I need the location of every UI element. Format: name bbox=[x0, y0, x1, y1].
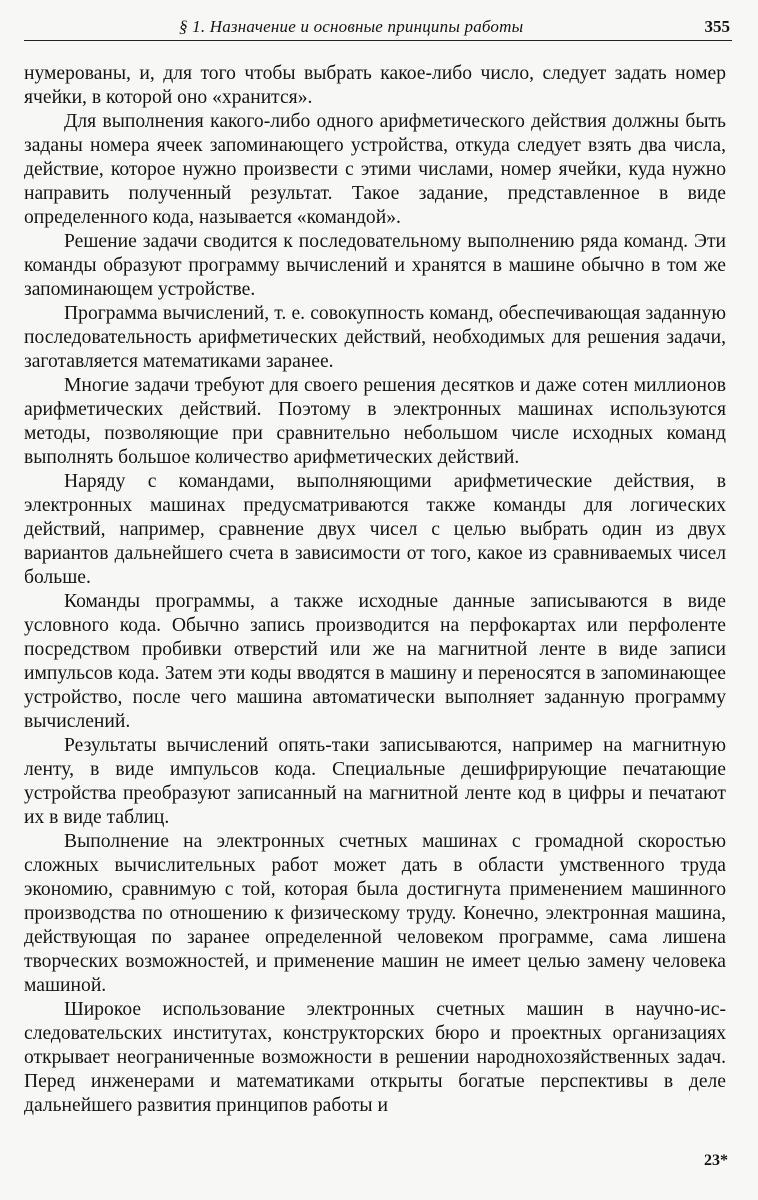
paragraph: нумерованы, и, для того чтобы выбрать какое-либо число, следует задать номер ячейки, в которой оно «хранится». bbox=[24, 63, 726, 108]
paragraph: Широкое использование электронных счетных машин в научно-исследовательских институтах, конструкторских бюро и проектных организациях открывает неограниченные возможности в решении народнохозяйственных задач. Перед инженерами и математиками открыты богатые перспективы в деле дальнейшего развития принципов работы и bbox=[24, 999, 726, 1116]
paragraph: Программа вычислений, т. е. совокупность команд, обеспечивающая заданную последовательность арифметических действий, необходимых для решения задачи, заготавляется математиками заранее. bbox=[24, 303, 726, 372]
section-title: § 1. Назначение и основные принципы работы bbox=[179, 17, 524, 36]
running-header bbox=[24, 14, 732, 41]
page-number: 355 bbox=[704, 17, 730, 36]
paragraph: Для выполнения какого-либо одного арифметического действия должны быть заданы номера ячеек запоминающего устройства, откуда следует взять два числа, действие, которое нужно произвести с этими числами, номер ячейки, куда нужно направить полученный результат. Такое задание, представленное в виде определенного кода, называется «командой». bbox=[24, 111, 726, 228]
paragraph: Наряду с командами, выполняющими арифметические действия, в электронных машинах предусматриваются также команды для логических действий, например, сравнение двух чисел с целью выбрать один из двух вариантов дальнейшего счета в зависимости от того, какое из сравниваемых чисел больше. bbox=[24, 471, 726, 588]
signature-mark: 23* bbox=[704, 1152, 728, 1169]
paragraph: Многие задачи требуют для своего решения десятков и даже сотен миллионов арифметических действий. Поэтому в электронных машинах используются методы, позволяющие при сравнительно небольшом числе исходных команд выполнять большое количество арифметических действий. bbox=[24, 375, 726, 468]
paragraph: Команды программы, а также исходные данные записываются в виде условного кода. Обычно запись производится на перфокартах или перфоленте посредством пробивки отверстий или же на магнитной ленте в виде записи импульсов кода. Затем эти коды вводятся в машину и переносятся в запоминающее устройство, после чего машина автоматически выполняет заданную программу вычислений. bbox=[24, 591, 726, 732]
paragraph: Выполнение на электронных счетных машинах с громадной скоростью сложных вычислительных работ может дать в области умственного труда экономию, сравнимую с той, которая была достигнута применением машинного производства по отношению к физическому труду. Конечно, электронная машина, действующая по заранее определенной человеком программе, сама лишена творческих возможностей, и применение машин не имеет целью замену человека машиной. bbox=[24, 831, 726, 996]
page-body bbox=[24, 62, 726, 1118]
paragraph: Решение задачи сводится к последовательному выполнению ряда команд. Эти команды образуют программу вычислений и хранятся в машине обычно в том же запоминающем устройстве. bbox=[24, 231, 726, 300]
paragraph: Результаты вычислений опять-таки записываются, например на магнитную ленту, в виде импульсов кода. Специальные дешифрирующие печатающие устройства преобразуют записанный на магнитной ленте код в цифры и печатают их в виде таблиц. bbox=[24, 735, 726, 828]
